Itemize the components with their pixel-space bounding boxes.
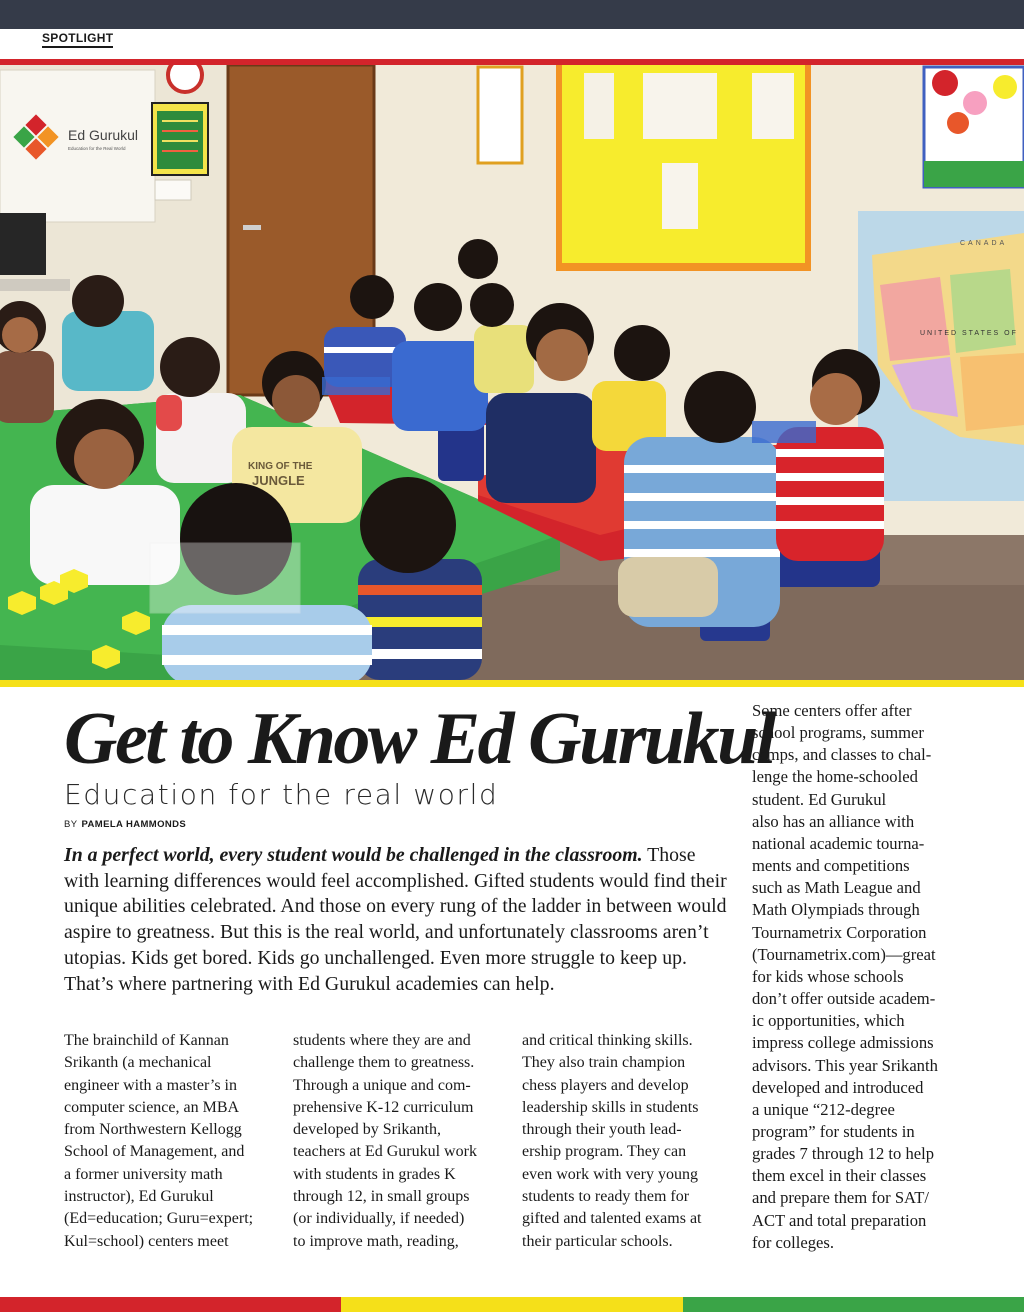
- bottom-bar-red: [0, 1297, 341, 1312]
- intro-lead: In a perfect world, every student would be challenged in the classroom.: [64, 844, 643, 866]
- intro-paragraph: [64, 843, 732, 997]
- byline-author: PAMELA HAMMONDS: [81, 819, 187, 830]
- body-column-2: students where they are and challenge them to greatness. Through a unique and com- prehensive K-12 curriculum developed by Srikanth, teachers at Ed Gurukul work with students in grades K through 12, in small groups (or individually, if needed) to improve math, reading,: [293, 1032, 477, 1250]
- section-label: SPOTLIGHT: [42, 31, 113, 48]
- bottom-bar-yellow: [341, 1297, 682, 1312]
- logo-name: Ed Gurukul: [68, 127, 139, 143]
- classroom-photo: [0, 65, 1024, 680]
- byline-prefix: BY: [64, 819, 78, 830]
- body-column-3: and critical thinking skills. They also train champion chess players and develop leadership skills in students through their youth lead- ership program. They can even work with very young students to ready them for gifted and talented exams at their particular schools.: [522, 1032, 702, 1250]
- bottom-bar-green: [683, 1297, 1024, 1312]
- yellow-rule: [0, 680, 1024, 687]
- body-column-1: The brainchild of Kannan Srikanth (a mechanical engineer with a master’s in computer science, an MBA from Northwestern Kellogg School of Management, and a former university math instructor), Ed Gurukul (Ed=education; Guru=expert; Kul=school) centers meet: [64, 1032, 254, 1250]
- headline: Get to Know Ed Gurukul: [64, 698, 774, 780]
- map-label-canada: CANADA: [960, 240, 1008, 247]
- top-bar: [0, 0, 1024, 29]
- shirt-text-2: JUNGLE: [252, 473, 305, 488]
- body-column-4: Some centers offer after school programs, summer camps, and classes to chal- lenge the home-schooled student. Ed Gurukul also has an alliance with national academic tourna- ments and competitions such as Math League and Math Olympiads through Tournametrix Corporation (Tournametrix.com)—great for kids whose schools don’t offer outside academ- ic opportunities, which impress college admissions advisors. This year Srikanth developed and introduced a unique “212-degree program” for students in grades 7 through 12 to help them excel in their classes and prepare them for SAT/ ACT and total preparation for colleges.: [752, 701, 938, 1252]
- intro-rest: Those with learning differences would feel accomplished. Gifted students would find their unique abilities celebrated. And those on every rung of the ladder in between would aspire to greatness. But this is the real world, and unfortunately classrooms aren’t utopias. Kids get bored. Kids go unchallenged. Even more struggle to keep up. That’s where partnering with Ed Gurukul academies can help.: [64, 844, 727, 995]
- logo-panel: [0, 70, 155, 222]
- map-label-us: UNITED STATES OF: [920, 330, 1018, 337]
- subhead: Education for the real world: [64, 778, 499, 811]
- logo-tagline: Education for the Real World: [68, 146, 126, 151]
- bottom-color-bar: [0, 1297, 1024, 1312]
- shirt-text-1: KING OF THE: [248, 461, 313, 472]
- byline: [64, 819, 186, 830]
